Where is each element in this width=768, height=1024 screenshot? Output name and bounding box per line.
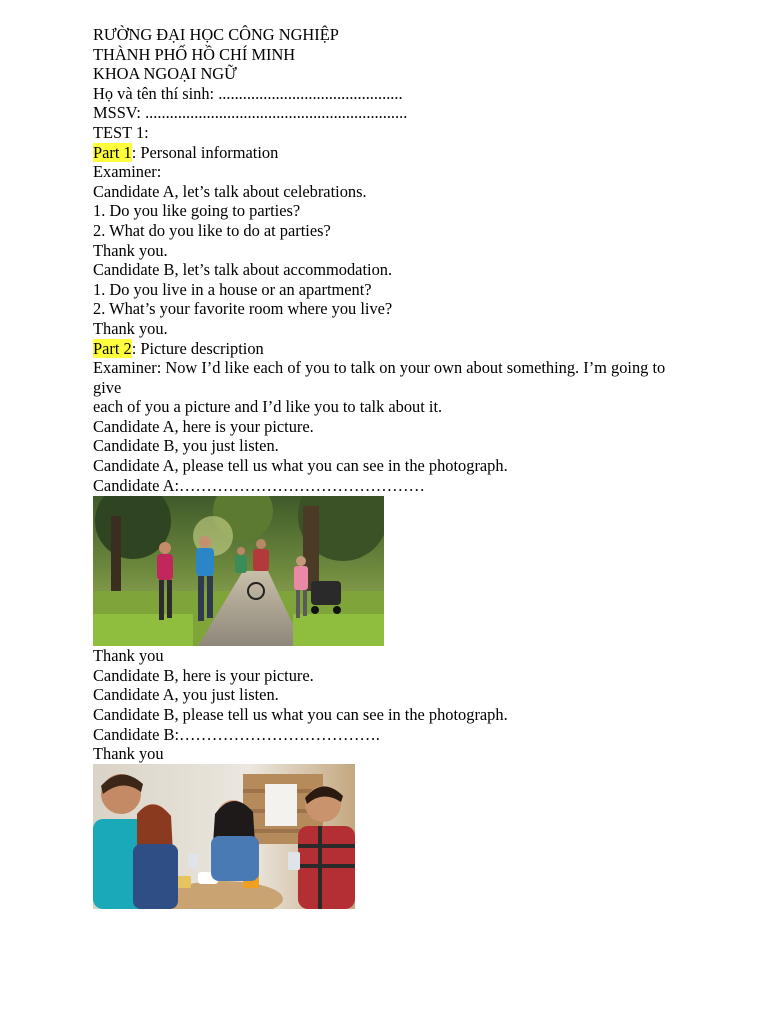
friends-cafe-photo [93,764,355,909]
part2-heading [93,339,678,359]
part2-title: : Picture description [131,338,264,358]
part2-line-b: Candidate B, here is your picture. [93,665,314,685]
part2-line-b: Candidate B:………………………………. [93,724,380,744]
part2-tag: Part 2 [93,338,132,358]
part1-line: 2. What’s your favorite room where you live? [93,299,393,319]
part1-line: 1. Do you like going to parties? [93,201,301,221]
part1-title: : Personal information [131,142,279,162]
part1-heading [93,143,678,163]
examiner-label: Examiner: [93,162,162,182]
document-body [93,25,678,909]
school-name-line2: THÀNH PHỐ HỒ CHÍ MINH [93,44,296,64]
thank-you-b: Thank you [93,744,164,764]
part1-line: 2. What do you like to do at parties? [93,220,331,240]
test-title: TEST 1: [93,122,149,142]
part2-line-a: Candidate A:……………………………………… [93,475,425,495]
part2-line-a: Candidate B, you just listen. [93,436,279,456]
part1-line: 1. Do you live in a house or an apartment? [93,279,372,299]
candidate-name-field: Họ và tên thí sinh: ............................................. [93,83,403,103]
school-name-line1: RƯỜNG ĐẠI HỌC CÔNG NGHIỆP [93,25,339,44]
part2-line-b: Candidate A, you just listen. [93,685,279,705]
part2-line-a: Candidate A, please tell us what you can see in the photograph. [93,456,508,476]
part2-intro: Examiner: Now I’d like each of you to talk on your own about something. I’m going to give [93,358,670,397]
part1-line: Thank you. [93,318,168,338]
part1-line: Thank you. [93,240,168,260]
part2-line-b: Candidate B, please tell us what you can see in the photograph. [93,705,508,725]
part1-tag: Part 1 [93,142,132,162]
part1-line: Candidate B, let’s talk about accommodation. [93,260,393,280]
part1-line: Candidate A, let’s talk about celebrations. [93,181,367,201]
student-id-field: MSSV: ................................................................ [93,103,408,123]
faculty-name: KHOA NGOẠI NGỮ [93,64,237,84]
part2-intro-continued: each of you a picture and I’d like you to talk about it. [93,397,443,417]
part2-line-a: Candidate A, here is your picture. [93,416,314,436]
park-joggers-photo [93,496,384,646]
thank-you-a: Thank you [93,646,164,666]
